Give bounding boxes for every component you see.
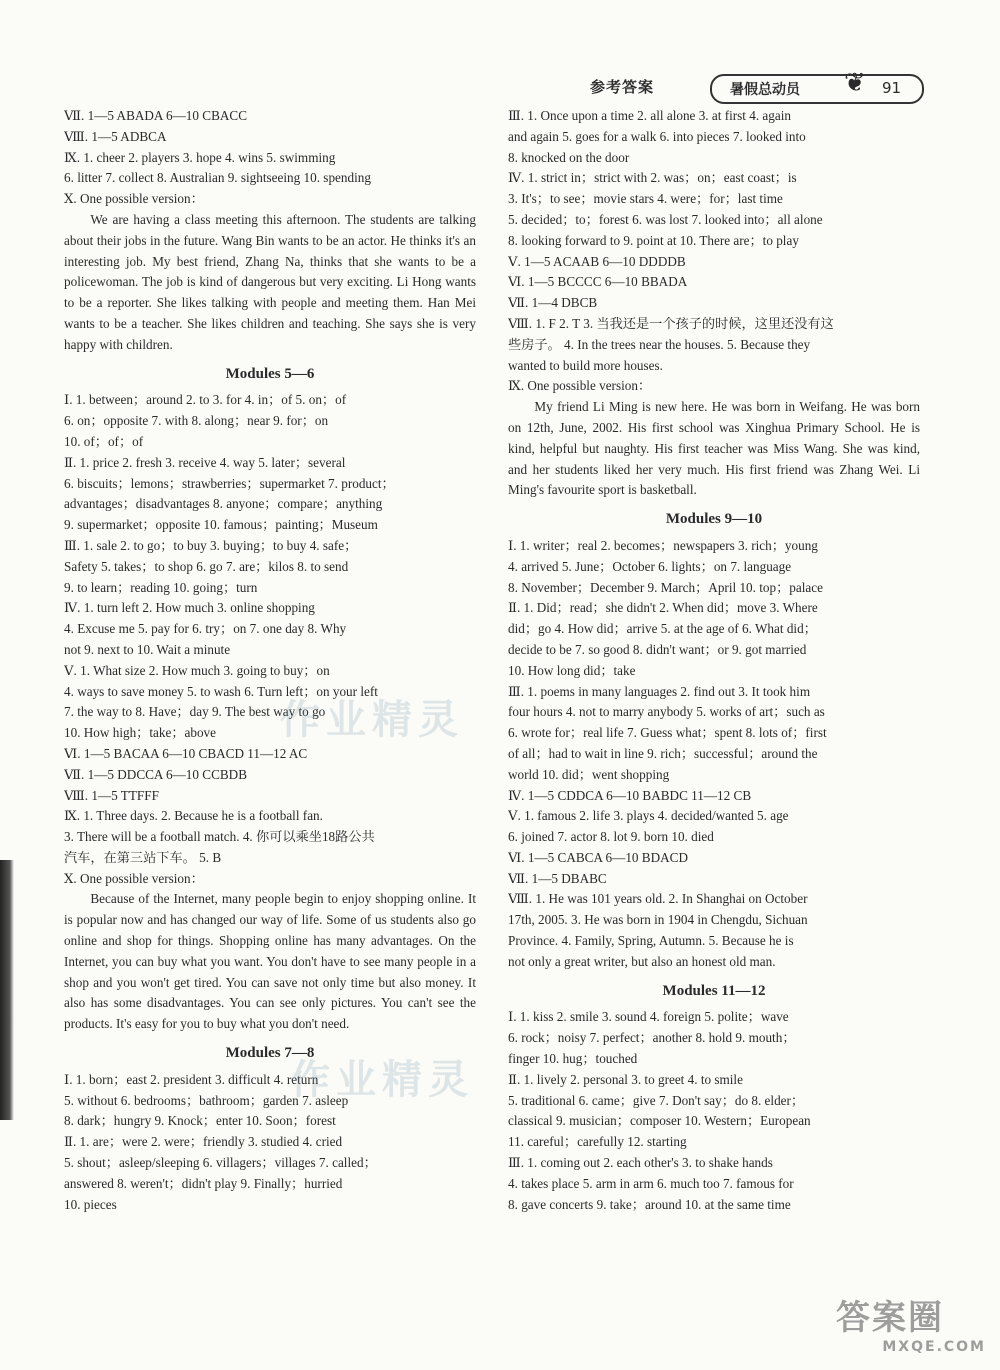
mascot-icon: ❦ xyxy=(844,68,866,97)
answer-line: Ⅳ. 1. turn left 2. How much 3. online shopping xyxy=(64,600,315,616)
series-title: 暑假总动员 xyxy=(730,82,800,98)
answer-line: world 10. did；went shopping xyxy=(508,766,670,782)
answer-line: 10. How high；take；above xyxy=(64,725,216,741)
page-header xyxy=(590,68,990,104)
answer-line: 8. looking forward to 9. point at 10. There are；to play xyxy=(508,232,799,248)
answer-line: 8. dark；hungry 9. Knock；enter 10. Soon；forest xyxy=(64,1113,336,1129)
answer-line: 6. litter 7. collect 8. Australian 9. sightseeing 10. spending xyxy=(64,170,371,186)
answer-line: 6. rock；noisy 7. perfect；another 8. hold 9. mouth； xyxy=(508,1030,796,1046)
answer-line: Ⅱ. 1. price 2. fresh 3. receive 4. way 5. later；several xyxy=(64,454,346,470)
answer-line: Ⅵ. 1—5 BACAA 6—10 CBACD 11—12 AC xyxy=(64,745,308,761)
logo-title: 答案圈 xyxy=(836,1298,944,1338)
answer-line: 6. biscuits；lemons；strawberries；supermarket 7. product； xyxy=(64,475,395,491)
answer-line: 3. It's；to see；movie stars 4. were；for；last time xyxy=(508,191,783,207)
answer-line: 9. to learn；reading 10. going；turn xyxy=(64,579,258,595)
answer-line: Ⅴ. 1. famous 2. life 3. plays 4. decided/wanted 5. age xyxy=(508,808,789,824)
answer-line: 9. supermarket；opposite 10. famous；painting；Museum xyxy=(64,517,378,533)
answer-line: Ⅰ. 1. writer；real 2. becomes；newspapers 3. rich；young xyxy=(508,537,818,553)
answer-line: classical 9. musician；composer 10. Western；European xyxy=(508,1113,811,1129)
answer-line: 7. the way to 8. Have；day 9. The best way to go xyxy=(64,704,326,720)
answer-line: 5. traditional 6. came；give 7. Don't say；do 8. elder； xyxy=(508,1092,805,1108)
answer-line: Ⅲ. 1. sale 2. to go；to buy 3. buying；to buy 4. safe； xyxy=(64,537,358,553)
answer-line: Ⅴ. 1. What size 2. How much 3. going to buy；on xyxy=(64,662,330,678)
answer-line: Ⅲ. 1. poems in many languages 2. find out 3. It took him xyxy=(508,683,811,699)
answer-line: advantages；disadvantages 8. anyone；compare；anything xyxy=(64,496,383,512)
answer-line: not only a great writer, but also an honest old man. xyxy=(508,953,776,969)
binding-shadow xyxy=(0,860,14,1120)
answer-line: 10. How long did；take xyxy=(508,662,636,678)
site-logo xyxy=(836,1290,986,1360)
answer-line: 4. arrived 5. June；October 6. lights；on 7. language xyxy=(508,558,792,574)
answer-line: 3. There will be a football match. 4. 你可以乘坐18路公共 xyxy=(64,829,375,845)
answer-line: 汽车，在第三站下车。 5. B xyxy=(64,849,222,865)
answer-line: Ⅰ. 1. kiss 2. smile 3. sound 4. foreign 5. polite；wave xyxy=(508,1009,789,1025)
answer-line: Safety 5. takes；to shop 6. go 7. are；kilos 8. to send xyxy=(64,558,349,574)
answer-line: Ⅸ. One possible version： xyxy=(508,378,652,394)
answer-line: 4. Excuse me 5. pay for 6. try；on 7. one day 8. Why xyxy=(64,621,347,637)
answer-line: Ⅵ. 1—5 CABCA 6—10 BDACD xyxy=(508,849,688,865)
answer-line: 8. November；December 9. March；April 10. top；palace xyxy=(508,579,823,595)
answer-line: Ⅱ. 1. lively 2. personal 3. to greet 4. to smile xyxy=(508,1071,743,1087)
answer-line: Ⅹ. One possible version： xyxy=(64,870,204,886)
answer-line: 5. without 6. bedrooms；bathroom；garden 7. asleep xyxy=(64,1092,349,1108)
series-badge xyxy=(710,68,924,104)
answer-line: finger 10. hug；touched xyxy=(508,1051,638,1067)
answer-line: 5. decided；to；forest 6. was lost 7. looked into；all alone xyxy=(508,211,823,227)
answer-line: Province. 4. Family, Spring, Autumn. 5. Because he is xyxy=(508,933,794,949)
answer-line: 8. gave concerts 9. take；around 10. at the same time xyxy=(508,1196,791,1212)
right-column xyxy=(508,106,920,1215)
answer-line: 4. ways to save money 5. to wash 6. Turn left；on your left xyxy=(64,683,378,699)
answer-line: Ⅸ. 1. cheer 2. players 3. hope 4. wins 5. swimming xyxy=(64,149,336,165)
answer-line: Ⅷ. 1—5 TTFFF xyxy=(64,787,159,803)
answer-line: 6. on；opposite 7. with 8. along；near 9. for；on xyxy=(64,413,329,429)
answer-line: 11. careful；carefully 12. starting xyxy=(508,1134,687,1150)
answer-line: Ⅷ. 1—5 ADBCA xyxy=(64,128,167,144)
answer-line: Ⅶ. 1—5 DBABC xyxy=(508,870,607,886)
answer-line: decide to be 7. so good 8. didn't want；or 9. got married xyxy=(508,641,807,657)
answer-line: 17th, 2005. 3. He was born in 1904 in Chengdu, Sichuan xyxy=(508,912,808,928)
module-heading: Modules 11—12 xyxy=(662,982,766,999)
answer-line: Ⅹ. One possible version： xyxy=(64,191,204,207)
answer-line: Ⅶ. 1—5 DDCCA 6—10 CCBDB xyxy=(64,766,247,782)
answer-line: Ⅲ. 1. coming out 2. each other's 3. to shake hands xyxy=(508,1155,773,1171)
watermark-text: 作业精灵 xyxy=(280,697,464,743)
answer-line: did；go 4. How did；arrive 5. at the age of 6. What did； xyxy=(508,621,817,637)
page-number: 91 xyxy=(882,79,902,97)
answer-line: Ⅶ. 1—5 ABADA 6—10 CBACC xyxy=(64,108,247,123)
answer-line: Ⅳ. 1. strict in；strict with 2. was；on；east coast；is xyxy=(508,170,797,186)
answer-line: 10. pieces xyxy=(64,1196,117,1212)
answer-line: Ⅲ. 1. Once upon a time 2. all alone 3. at first 4. again xyxy=(508,108,791,123)
module-heading: Modules 7—8 xyxy=(225,1045,315,1062)
answer-line: Ⅷ. 1. He was 101 years old. 2. In Shanghai on October xyxy=(508,891,808,907)
sample-essay: My friend Li Ming is new here. He was born in Weifang. He was born on 12th, June, 2002. His first school was Xinghua Primary School. He is kind, helpful but naughty. His first teacher was Miss Wang. She was kind, and her students liked her very much. His first friend was Zhang Wei. Li Ming's favourite sport is basketball. xyxy=(508,399,920,498)
answer-line: Ⅰ. 1. born；east 2. president 3. difficult 4. return xyxy=(64,1071,319,1087)
answer-line: 8. knocked on the door xyxy=(508,149,630,165)
answer-line: Ⅱ. 1. Did；read；she didn't 2. When did；move 3. Where xyxy=(508,600,818,616)
answer-line: Ⅸ. 1. Three days. 2. Because he is a football fan. xyxy=(64,808,323,824)
answer-line: Ⅴ. 1—5 ACAAB 6—10 DDDDB xyxy=(508,253,686,269)
sample-essay: Because of the Internet, many people begin to enjoy shopping online. It is popular now and has changed our way of life. Some of us students also go online and shop for things. Shopping online has many advantages. On the Internet, you can buy what you want. You don't have to see many people in a shop and you won't get tired. You can save not only time but also money. It also has some disadvantages. You can see only pictures. You can't see the products. It's easy for you to buy what you don't need. xyxy=(64,891,476,1032)
answer-line: Ⅷ. 1. F 2. T 3. 当我还是一个孩子的时候，这里还没有这 xyxy=(508,315,834,331)
answer-line: and again 5. goes for a walk 6. into pieces 7. looked into xyxy=(508,128,806,144)
answer-line: Ⅶ. 1—4 DBCB xyxy=(508,295,598,311)
answer-line: 5. shout；asleep/sleeping 6. villagers；villages 7. called； xyxy=(64,1155,377,1171)
answer-line: four hours 4. not to marry anybody 5. works of art；such as xyxy=(508,704,825,720)
answer-line: Ⅵ. 1—5 BCCCC 6—10 BBADA xyxy=(508,274,688,290)
answer-line: 4. takes place 5. arm in arm 6. much too 7. famous for xyxy=(508,1175,794,1191)
answer-line: wanted to build more houses. xyxy=(508,357,663,373)
answer-line: of all；had to wait in line 9. rich；successful；around the xyxy=(508,745,818,761)
sample-essay: We are having a class meeting this afternoon. The students are talking about their jobs in the future. Wang Bin wants to be an actor. He thinks it's an interesting job. My best friend, Zhang Na, thinks that she wants to be a policewoman. The job is kind of dangerous but very exciting. Li Hong wants to be a reporter. She likes talking with people and meeting them. Han Mei wants to be a teacher. She likes children and teaching. She says she is very happy with children. xyxy=(64,211,476,352)
answer-line: Ⅰ. 1. between；around 2. to 3. for 4. in；of 5. on；of xyxy=(64,392,347,408)
answer-line: Ⅳ. 1—5 CDDCA 6—10 BABDC 11—12 CB xyxy=(508,787,752,803)
answer-line: not 9. next to 10. Wait a minute xyxy=(64,641,231,657)
answer-line: 6. wrote for；real life 7. Guess what；spent 8. lots of；first xyxy=(508,725,827,741)
answer-line: 些房子。 4. In the trees near the houses. 5. Because they xyxy=(508,336,811,352)
answer-line: Ⅱ. 1. are；were 2. were；friendly 3. studied 4. cried xyxy=(64,1134,343,1150)
answer-line: answered 8. weren't；didn't play 9. Finally；hurried xyxy=(64,1175,343,1191)
answer-key-label: 参考答案 xyxy=(590,78,655,96)
module-heading: Modules 5—6 xyxy=(225,365,315,382)
module-heading: Modules 9—10 xyxy=(665,511,763,528)
logo-domain: MXQE.COM xyxy=(882,1339,986,1355)
answer-line: 10. of；of；of xyxy=(64,433,144,449)
watermark-text: 作业精灵 xyxy=(290,1057,474,1103)
answer-line: 6. joined 7. actor 8. lot 9. born 10. died xyxy=(508,829,714,845)
